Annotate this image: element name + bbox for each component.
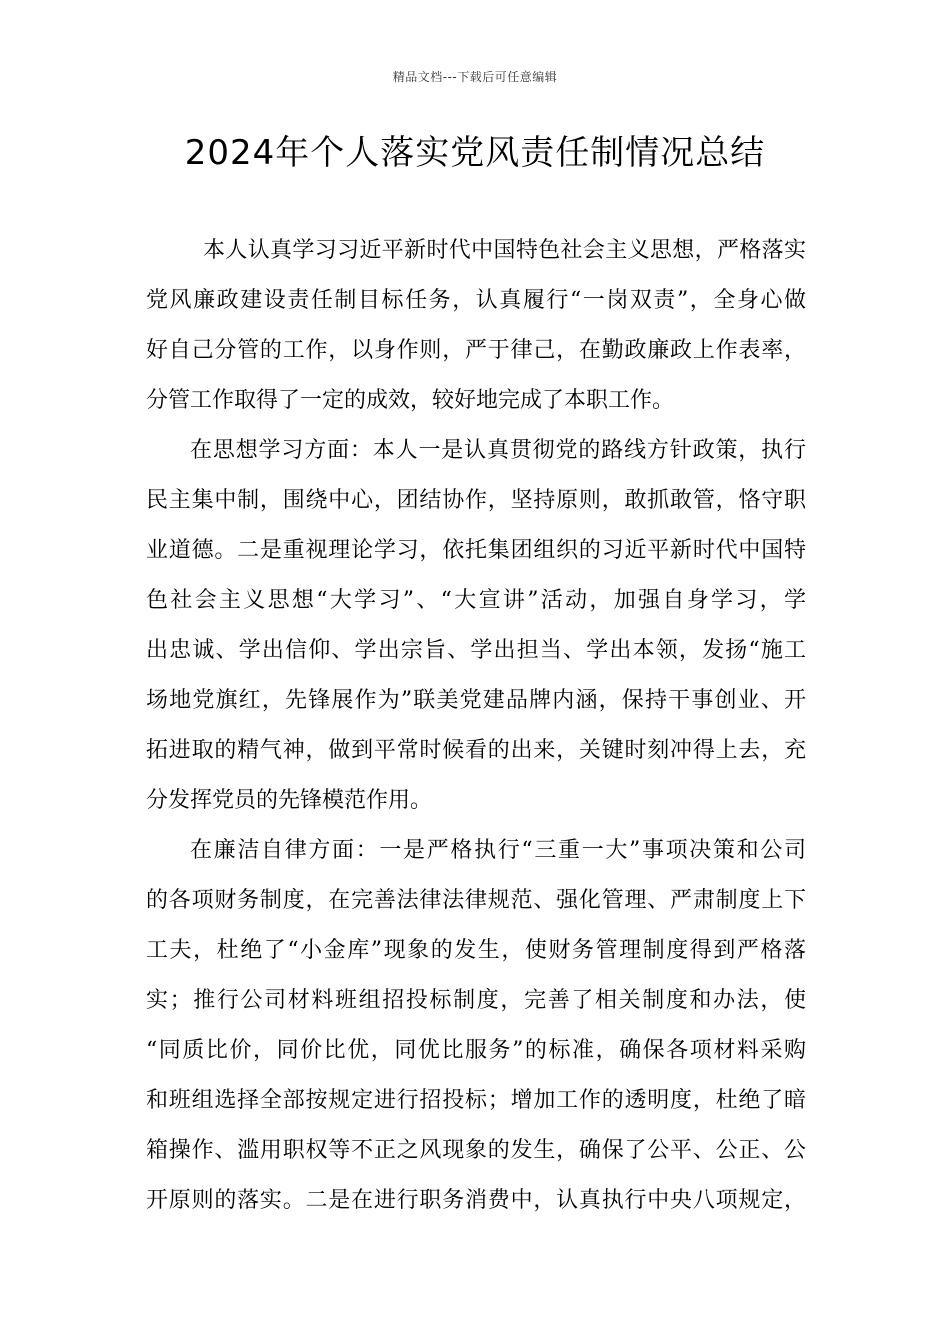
paragraph-1-line-4: 分管工作取得了一定的成效，较好地完成了本职工作。 — [146, 388, 675, 413]
paragraph-3-line-4: 实；推行公司材料班组招投标制度，完善了相关制度和办法，使 — [146, 988, 806, 1013]
paragraph-1-line-1: 本人认真学习习近平新时代中国特色社会主义思想，严格落实 — [203, 238, 806, 263]
paragraph-3-line-1: 在廉洁自律方面：一是严格执行“三重一大”事项决策和公司 — [190, 838, 806, 863]
document-title: 2024年个人落实党风责任制情况总结 — [184, 133, 766, 173]
paragraph-3-line-5: “同质比价，同价比优，同优比服务”的标准，确保各项材料采购 — [146, 1038, 806, 1063]
paragraph-3-line-3: 工夫，杜绝了“小金库”现象的发生，使财务管理制度得到严格落 — [146, 938, 806, 963]
paragraph-3-line-2: 的各项财务制度，在完善法律法律规范、强化管理、严肃制度上下 — [146, 888, 806, 913]
paragraph-2-line-1: 在思想学习方面：本人一是认真贯彻党的路线方针政策，执行 — [190, 438, 806, 463]
paragraph-2-line-7: 拓进取的精气神，做到平常时候看的出来，关键时刻冲得上去，充 — [146, 738, 806, 763]
paragraph-1-line-3: 好自己分管的工作，以身作则，严于律己，在勤政廉政上作表率， — [146, 338, 806, 363]
paragraph-2-line-8: 分发挥党员的先锋模范作用。 — [146, 788, 433, 813]
paragraph-2-line-5: 出忠诚、学出信仰、学出宗旨、学出担当、学出本领，发扬“施工 — [146, 638, 806, 663]
paragraph-3-line-8: 开原则的落实。二是在进行职务消费中，认真执行中央八项规定， — [146, 1188, 806, 1213]
paragraph-3-line-7: 箱操作、滥用职权等不正之风现象的发生，确保了公平、公正、公 — [146, 1138, 806, 1163]
paragraph-2-line-4: 色社会主义思想“大学习”、“大宣讲”活动，加强自身学习，学 — [146, 588, 806, 613]
document-body — [146, 231, 806, 1231]
header-note: 精品文档---下载后可任意编辑 — [392, 70, 558, 84]
paragraph-3-line-6: 和班组选择全部按规定进行招投标；增加工作的透明度，杜绝了暗 — [146, 1088, 806, 1113]
paragraph-1-line-2: 党风廉政建设责任制目标任务，认真履行“一岗双责”，全身心做 — [146, 288, 806, 313]
paragraph-2-line-3: 业道德。二是重视理论学习，依托集团组织的习近平新时代中国特 — [146, 538, 806, 563]
paragraph-2-line-2: 民主集中制，围绕中心，团结协作，坚持原则，敢抓敢管，恪守职 — [146, 488, 806, 513]
paragraph-2-line-6: 场地党旗红，先锋展作为”联美党建品牌内涵，保持干事创业、开 — [146, 688, 806, 713]
